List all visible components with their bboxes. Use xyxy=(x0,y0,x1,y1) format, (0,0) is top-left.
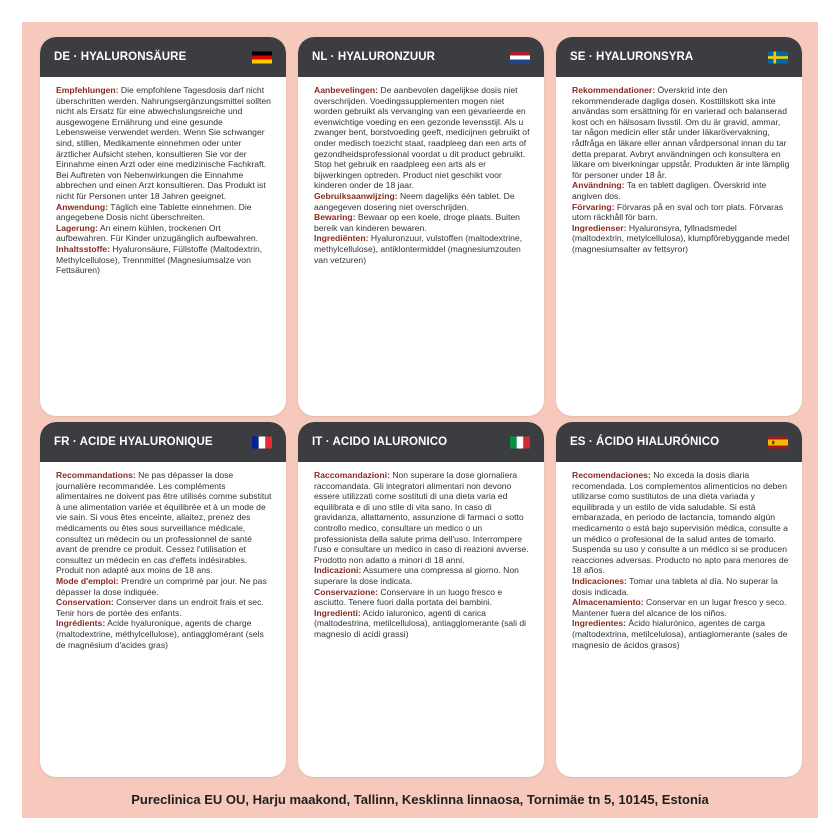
ingredients-section xyxy=(572,618,790,650)
card-body xyxy=(556,462,802,650)
recommendations-section xyxy=(572,470,790,576)
usage-section xyxy=(314,191,532,212)
card-title: SE · HYALURONSYRA xyxy=(570,51,694,63)
section-label: Ingredienser: xyxy=(572,222,627,233)
section-label: Ingrédients: xyxy=(56,618,106,629)
section-text: Conservar en un lugar fresco y seco. Mantener fuera del alcance de los niños. xyxy=(572,597,787,618)
usage-section xyxy=(56,202,274,223)
section-text: Hyaluronsäure, Füllstoffe (Maltodextrin, Methylcellulose), Trennmittel (Magnesiumsalze von Fettsäuren) xyxy=(56,243,263,276)
section-text: Täglich eine Tablette einnehmen. Die angegebene Dosis nicht überschreiten. xyxy=(56,201,252,223)
company-address: Pureclinica EU OU, Harju maakond, Tallinn, Kesklinna linnaosa, Tornimäe tn 5, 10145, Estonia xyxy=(131,792,709,807)
section-label: Anwendung: xyxy=(56,201,109,212)
card-header xyxy=(40,37,286,77)
card-title: IT · ACIDO IALURONICO xyxy=(312,436,448,448)
card-title: ES · ÁCIDO HIALURÓNICO xyxy=(570,436,720,448)
section-label: Conservazione: xyxy=(314,586,378,597)
section-label: Ingredientes: xyxy=(572,618,626,629)
section-text: Prendre un comprimé par jour. Ne pas dépasser la dose indiquée. xyxy=(56,575,267,597)
ingredients-section xyxy=(56,244,274,276)
section-text: Die empfohlene Tagesdosis darf nicht überschritten werden. Nahrungsergänzungsmittel sollten nicht als Ersatz für eine abwechslungsreiche und ausgewogene Ernährung und eine gesunde Lebensweise verwendet werden. Wenn Sie schwanger sind, stillen, Medikamente einnehmen oder unter ärztlicher Aufsicht stehen, konsultieren Sie vor der Einnahme einen Arzt oder eine medizinische Fachkraft. Bei Auftreten von Nebenwirkungen die Einnahme abbrechen und einen Arzt konsultieren. Das Produkt ist nicht für Personen unter 18 Jahren geeignet. xyxy=(56,85,271,201)
section-label: Gebruiksaanwijzing: xyxy=(314,190,398,201)
netherlands-flag-icon xyxy=(510,51,530,64)
card-body xyxy=(40,462,286,650)
section-label: Lagerung: xyxy=(56,222,99,233)
card-header xyxy=(298,422,544,462)
section-text: Non superare la dose giornaliera raccomandata. Gli integratori alimentari non devono essere utilizzati come sostituti di una dieta varia ed equilibrata e di uno stile di vita sano. In caso di gravidanza, allattamento, assunzione di farmaci o sotto controllo medico, consultare un medico o un professionista della salute prima dell'uso. Interrompere l'uso e consultare un medico in caso di reazioni avverse. Prodotto non adatto a minori di 18 anni. xyxy=(314,470,529,565)
section-label: Conservation: xyxy=(56,597,114,608)
ingredients-section xyxy=(314,608,532,640)
section-label: Inhaltsstoffe: xyxy=(56,243,110,254)
card-fr xyxy=(40,422,286,777)
section-label: Empfehlungen: xyxy=(56,85,119,95)
usage-section xyxy=(572,576,790,597)
card-es xyxy=(556,422,802,777)
section-label: Förvaring: xyxy=(572,201,615,212)
section-label: Användning: xyxy=(572,180,625,191)
storage-section xyxy=(56,597,274,618)
recommendations-section xyxy=(314,470,532,565)
card-it xyxy=(298,422,544,777)
section-text: Bewaar op een koele, droge plaats. Buiten bereik van kinderen bewaren. xyxy=(314,212,520,233)
recommendations-section xyxy=(56,470,274,576)
storage-section xyxy=(314,212,532,233)
section-text: Ta en tablett dagligen. Överskrid inte angiven dos. xyxy=(572,180,767,201)
card-header xyxy=(556,422,802,462)
section-label: Recomendaciones: xyxy=(572,470,651,480)
card-nl xyxy=(298,37,544,416)
ingredients-section xyxy=(314,233,532,265)
storage-section xyxy=(314,587,532,608)
section-label: Almacenamiento: xyxy=(572,597,644,608)
card-body xyxy=(298,77,544,265)
storage-section xyxy=(56,223,274,244)
section-text: Neem dagelijks één tablet. De aangegeven dosering niet overschrijden. xyxy=(314,190,515,212)
storage-section xyxy=(572,202,790,223)
card-header xyxy=(556,37,802,77)
section-text: Conservare in un luogo fresco e asciutto. Tenere fuori dalla portata dei bambini. xyxy=(314,586,503,608)
recommendations-section xyxy=(56,85,274,202)
recommendations-section xyxy=(572,85,790,180)
usage-section xyxy=(56,576,274,597)
card-header xyxy=(40,422,286,462)
section-label: Ingredienti: xyxy=(314,607,361,618)
usage-section xyxy=(314,565,532,586)
card-header xyxy=(298,37,544,77)
section-label: Bewaring: xyxy=(314,212,356,223)
section-text: De aanbevolen dagelijkse dosis niet overschrijden. Voedingssupplementen mogen niet worden gebruikt als vervanging van een gevarieerde en evenwichtige voeding en een gezonde levensstijl. Als u zwanger bent, borstvoeding geeft, medicijnen gebruikt of onder medisch toezicht staat, raadpleeg dan een arts of gezondheidsprofessional voordat u dit product gebruikt. Stop het gebruik en raadpleeg een arts als er bijwerkingen optreden. Product niet geschikt voor kinderen onder de 18 jaar. xyxy=(314,85,530,191)
storage-section xyxy=(572,597,790,618)
sweden-flag-icon xyxy=(768,51,788,64)
section-label: Indicazioni: xyxy=(314,565,362,576)
section-label: Indicaciones: xyxy=(572,575,627,586)
spain-flag-icon xyxy=(768,436,788,449)
label-sheet xyxy=(22,22,818,818)
section-label: Aanbevelingen: xyxy=(314,85,378,95)
section-text: Hyaluronsyra, fyllnadsmedel (maltodextrin, metylcellulosa), klumpförebyggande medel (magnesiumsalter av fettsyror) xyxy=(572,222,790,254)
section-label: Raccomandazioni: xyxy=(314,470,390,480)
card-title: FR · ACIDE HYALURONIQUE xyxy=(54,436,213,448)
section-text: Ne pas dépasser la dose journalière recommandée. Les compléments alimentaires ne doivent pas être utilisés comme substitut à une alimentation variée et équilibrée et à un mode de vie sain. Si vous êtes enceinte, allaitez, prenez des médicaments ou êtes sous surveillance médicale, consultez un médecin ou un professionnel de santé avant de prendre ce produit. Cessez l'utilisation et consultez un médecin en cas d'effets indésirables. Produit non adapté aux moins de 18 ans. xyxy=(56,470,272,576)
card-title: DE · HYALURONSÄURE xyxy=(54,51,187,63)
section-text: Acide hyaluronique, agents de charge (maltodextrine, méthylcellulose), antiagglomérant (sels de magnésium d'acides gras) xyxy=(56,618,264,650)
card-body xyxy=(556,77,802,255)
section-label: Ingrediënten: xyxy=(314,233,369,244)
section-text: Acido ialuronico, agenti di carica (maltodestrina, metilcellulosa), antiagglomerante (sali di magnesio di acidi grassi) xyxy=(314,607,527,639)
card-body xyxy=(298,462,544,640)
section-text: Förvaras på en sval och torr plats. Förvaras utom räckhåll för barn. xyxy=(572,201,784,223)
section-label: Mode d'emploi: xyxy=(56,575,119,586)
card-se xyxy=(556,37,802,416)
card-de xyxy=(40,37,286,416)
italy-flag-icon xyxy=(510,436,530,449)
france-flag-icon xyxy=(252,436,272,449)
section-text: Tomar una tableta al día. No superar la dosis indicada. xyxy=(572,575,778,597)
card-title: NL · HYALURONZUUR xyxy=(312,51,436,63)
section-text: Conserver dans un endroit frais et sec. Tenir hors de portée des enfants. xyxy=(56,597,264,618)
section-text: Överskrid inte den rekommenderade dagliga dosen. Kosttillskott ska inte användas som ersättning för en varierad och balanserad kost och en hälsosam livsstil. Om du är gravid, ammar, tar någon medicin eller står under läkarövervakning, rådfråga en läkare eller annan vårdpersonal innan du tar detta preparat. Avbryt användningen och konsultera en läkare om biverkningar uppstår. Produkten är inte lämplig för personer under 18 år. xyxy=(572,85,790,180)
section-label: Rekommendationer: xyxy=(572,85,656,95)
ingredients-section xyxy=(572,223,790,255)
section-text: An einem kühlen, trockenen Ort aufbewahren. Für Kinder unzugänglich aufbewahren. xyxy=(56,222,259,244)
usage-section xyxy=(572,180,790,201)
ingredients-section xyxy=(56,618,274,650)
section-label: Recommandations: xyxy=(56,470,136,480)
recommendations-section xyxy=(314,85,532,191)
card-body xyxy=(40,77,286,276)
section-text: Assumere una compressa al giorno. Non superare la dose indicata. xyxy=(314,565,519,586)
section-text: Ácido hialurónico, agentes de carga (maltodextrina, metilcelulosa), antiaglomerante (sales de magnesio de ácidos grasos) xyxy=(572,618,788,650)
section-text: Hyaluronzuur, vulstoffen (maltodextrine, methylcellulose), antiklontermiddel (magnesiumzouten van vetzuren) xyxy=(314,233,523,265)
section-text: No exceda la dosis diaria recomendada. Los complementos alimenticios no deben utilizarse como sustitutos de una dieta variada y equilibrada y un estilo de vida saludable. Si está embarazada, en periodo de lactancia, tomando algún medicamento o está bajo supervisión médica, consulte a un médico o profesional de la salud antes de tomarlo. Suspenda su uso y consulte a un médico si se producen reacciones adversas. Producto no apto para menores de 18 años. xyxy=(572,470,789,576)
germany-flag-icon xyxy=(252,51,272,64)
